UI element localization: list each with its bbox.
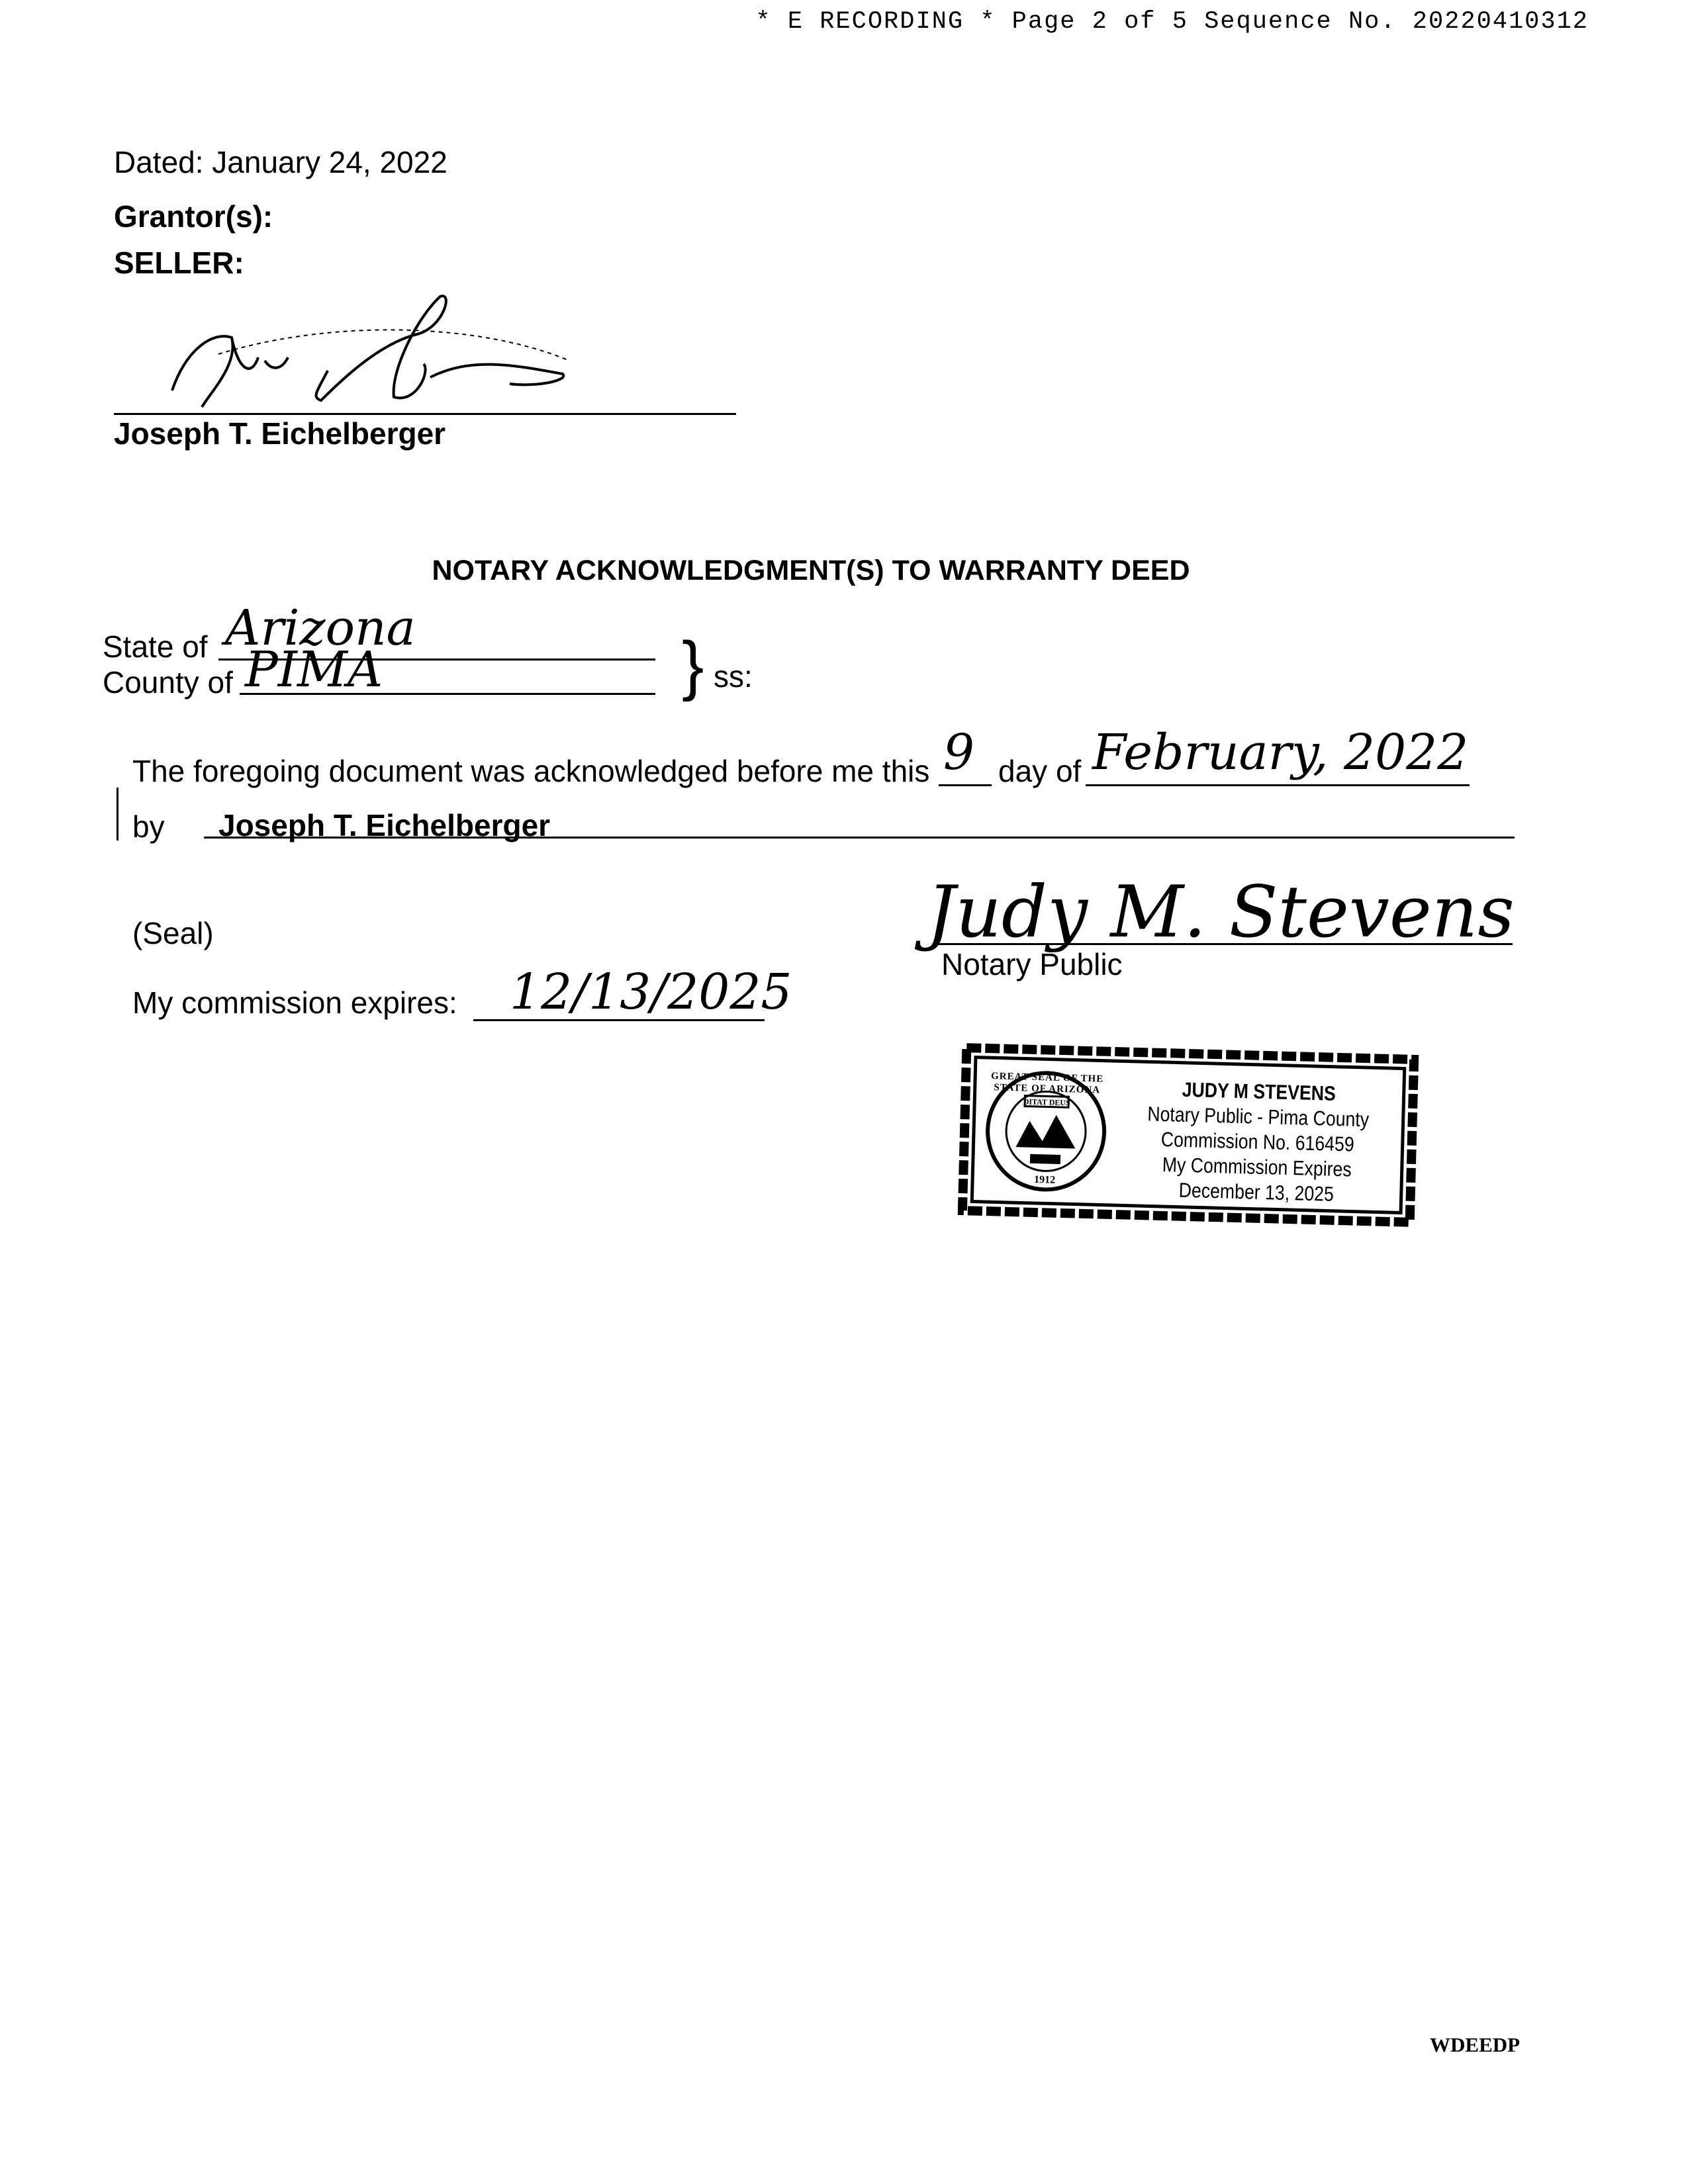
county-line [240,693,655,695]
seal-motto: DITAT DEUS [1023,1097,1070,1108]
stamp-line4: December 13, 2025 [1178,1178,1335,1206]
county-value: PIMA [245,641,383,698]
county-label: County of [103,665,233,700]
recording-header: * E RECORDING * Page 2 of 5 Sequence No. 20220410312 [755,8,1589,36]
ack-day-of: day of [998,754,1082,788]
dated-line: Dated: January 24, 2022 [114,145,447,179]
by-name: Joseph T. Eichelberger [218,808,551,842]
ss-label: ss: [714,659,753,694]
grantor-label: Grantor(s): [114,199,273,234]
commission-value: 12/13/2025 [510,964,792,1021]
ack-day-line [939,784,992,786]
state-value: Arizona [225,600,416,657]
seller-signature [139,291,589,417]
ack-month-year: February, 2022 [1092,724,1469,781]
stamp-text-block [1131,1076,1384,1208]
by-line [204,837,1515,839]
seal-year: 1912 [1033,1173,1056,1186]
ack-month-line [1086,784,1470,786]
seal-text: GREAT SEAL OF THE STATE OF ARIZONA [990,1071,1104,1096]
by-label: by [132,809,165,844]
state-label: State of [103,629,208,664]
notary-stamp [955,1040,1423,1230]
stamp-name: JUDY M STEVENS [1182,1077,1336,1105]
margin-bar [117,788,118,841]
seller-label: SELLER: [114,246,244,280]
stamp-line2: Commission No. 616459 [1160,1127,1355,1156]
notary-signature: Judy M. Stevens [927,871,1515,954]
ack-text: The foregoing document was acknowledged before me this [132,754,930,788]
brace-glyph: } [682,628,704,702]
footer-code: WDEEDP [1430,2033,1521,2056]
stamp-line1: Notary Public - Pima County [1147,1102,1370,1132]
seller-signature-line [114,413,736,415]
ack-day: 9 [943,724,975,781]
seal-label: (Seal) [132,916,214,950]
seller-name: Joseph T. Eichelberger [114,416,446,451]
state-seal [982,1067,1111,1196]
commission-line [473,1019,765,1021]
stamp-line3: My Commission Expires [1162,1152,1352,1181]
notary-signature-line [937,943,1513,945]
notary-label: Notary Public [941,947,1123,981]
ack-title: NOTARY ACKNOWLEDGMENT(S) TO WARRANTY DEED [432,555,1190,586]
commission-label: My commission expires: [132,985,457,1020]
